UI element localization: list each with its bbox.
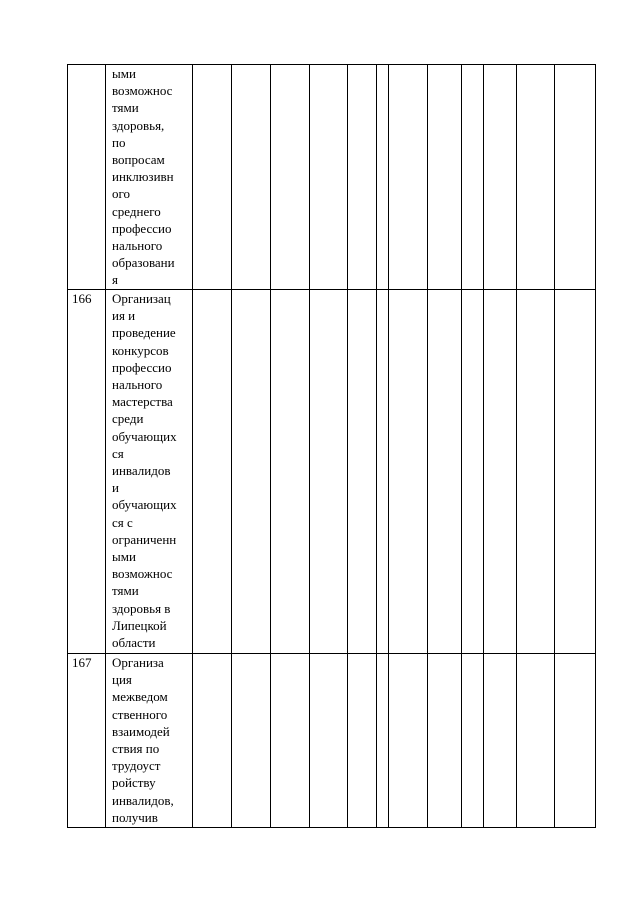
row-number-cell [68,65,106,290]
description-line: я [112,272,118,288]
description-line: конкурсов [112,342,169,358]
description-line: возможнос [112,83,173,99]
description-line: нального [112,377,163,393]
empty-cell [555,65,596,290]
description-line: по [112,134,126,150]
description-line: возможнос [112,566,173,582]
empty-cell [377,290,389,654]
description-line: тями [112,583,139,599]
description-line: ствия по [112,741,160,757]
description-cell [106,654,193,828]
description-line: инвалидов [112,463,171,479]
empty-cell [232,654,271,828]
description-line: ия и [112,308,136,324]
description-line: ся [112,445,124,461]
description-line: здоровья в [112,600,171,616]
description-line: мастерства [112,394,173,410]
description-line: образовани [112,255,175,271]
empty-cell [348,654,377,828]
empty-cell [462,654,484,828]
description-line: инвалидов, [112,792,174,808]
empty-cell [517,654,555,828]
empty-cell [232,290,271,654]
description-line: Организа [112,655,164,670]
description-line: нального [112,238,163,254]
empty-cell [348,65,377,290]
empty-cell [310,654,348,828]
description-line: профессио [112,220,172,236]
data-table [67,64,596,828]
empty-cell [462,290,484,654]
description-line: трудоуст [112,758,161,774]
empty-cell [462,65,484,290]
table-row [68,290,596,654]
empty-cell [555,654,596,828]
description-line: Организац [112,291,171,306]
description-cell [106,290,193,654]
description-line: ого [112,186,131,202]
description-line: проведение [112,325,176,341]
empty-cell [389,290,428,654]
description-line: межведом [112,689,168,705]
empty-cell [517,65,555,290]
description-line: ственного [112,706,168,722]
empty-cell [348,290,377,654]
description-line: обучающих [112,497,177,513]
row-number-cell [68,290,106,654]
description-line: взаимодей [112,723,170,739]
description-line: ыми [112,66,136,81]
table-row [68,65,596,290]
description-line: среднего [112,203,161,219]
description-line: ройству [112,775,156,791]
row-number: 166 [72,291,92,306]
description-line: вопросам [112,152,165,168]
description-line: тями [112,100,139,116]
description-line: ыми [112,549,136,565]
description-line: ция [112,672,132,688]
empty-cell [232,65,271,290]
description-line: Липецкой [112,617,167,633]
empty-cell [271,654,310,828]
empty-cell [428,654,462,828]
empty-cell [271,65,310,290]
description-line: здоровья, [112,117,165,133]
description-line: профессио [112,359,172,375]
empty-cell [484,290,517,654]
description-line: среди [112,411,144,427]
empty-cell [377,65,389,290]
empty-cell [193,65,232,290]
row-number: 167 [72,655,92,670]
empty-cell [484,654,517,828]
empty-cell [517,290,555,654]
table-row [68,654,596,828]
empty-cell [193,290,232,654]
empty-cell [555,290,596,654]
empty-cell [193,654,232,828]
empty-cell [310,290,348,654]
empty-cell [271,290,310,654]
empty-cell [389,65,428,290]
empty-cell [484,65,517,290]
empty-cell [310,65,348,290]
empty-cell [428,290,462,654]
row-number-cell [68,654,106,828]
description-line: получив [112,809,158,825]
empty-cell [428,65,462,290]
description-line: инклюзивн [112,169,174,185]
empty-cell [377,654,389,828]
description-line: обучающих [112,428,177,444]
description-line: ограниченн [112,531,177,547]
description-line: ся с [112,514,133,530]
description-line: области [112,635,156,651]
empty-cell [389,654,428,828]
description-cell [106,65,193,290]
description-line: и [112,480,119,496]
